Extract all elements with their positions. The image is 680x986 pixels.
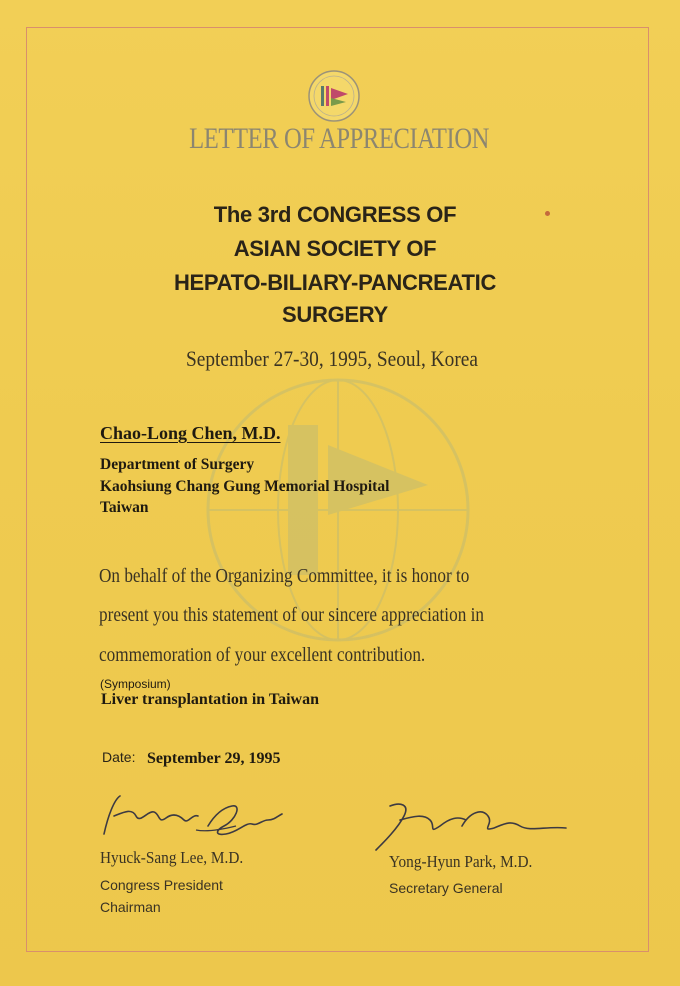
congress-title-line: HEPATO-BILIARY-PANCREATIC — [173, 270, 497, 295]
date-value: September 29, 1995 — [147, 750, 281, 767]
session-type: (Symposium) — [100, 677, 171, 691]
congress-title-line: SURGERY — [282, 302, 388, 327]
presentation-title: Liver transplantation in Taiwan — [101, 691, 319, 708]
appreciation-message-line: commemoration of your excellent contribution. — [99, 644, 426, 666]
signer-title: Congress President — [100, 877, 223, 893]
appreciation-message-line: On behalf of the Organizing Committee, it is honor to — [99, 565, 470, 587]
congress-title-line: ASIAN SOCIETY OF — [233, 236, 437, 261]
recipient-name: Chao-Long Chen, M.D. — [100, 423, 281, 443]
signer-name: Yong-Hyun Park, M.D. — [389, 852, 533, 871]
appreciation-message-line: present you this statement of our sincere appreciation in — [99, 604, 484, 626]
event-dates: September 27-30, 1995, Seoul, Korea — [186, 346, 478, 371]
date-label: Date: — [102, 749, 136, 765]
signature-left — [96, 786, 286, 846]
signer-name: Hyuck-Sang Lee, M.D. — [100, 848, 244, 867]
signer-title: Secretary General — [389, 880, 503, 896]
recipient-affiliation-line: Department of Surgery — [100, 456, 255, 473]
certificate-heading: LETTER OF APPRECIATION — [189, 122, 490, 155]
society-logo-icon — [306, 68, 362, 124]
congress-title-line: The 3rd CONGRESS OF — [213, 202, 457, 227]
recipient-affiliation-line: Kaohsiung Chang Gung Memorial Hospital — [100, 478, 390, 495]
signature-right — [370, 796, 570, 856]
recipient-affiliation-line: Taiwan — [100, 499, 149, 516]
signer-title: Chairman — [100, 899, 161, 915]
